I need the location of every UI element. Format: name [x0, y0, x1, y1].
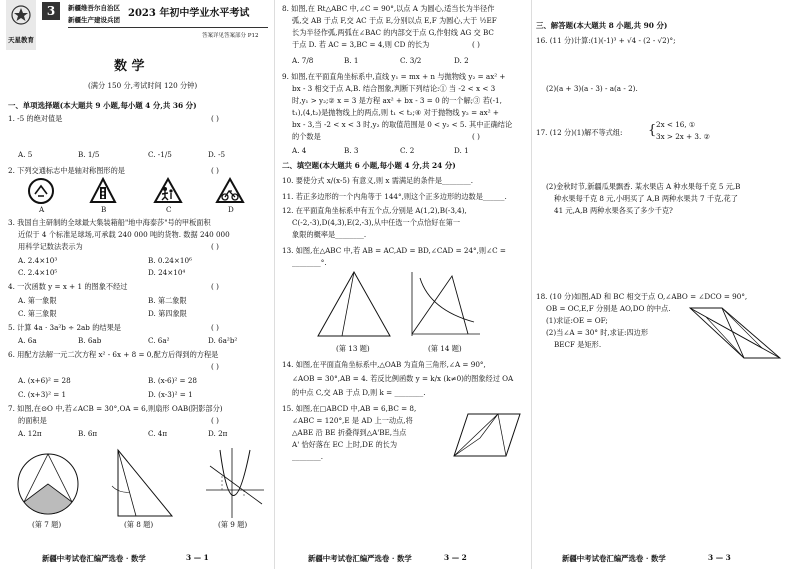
q9-opt-c: C. 2 [400, 146, 415, 155]
q9-answer-slot: ( ) [472, 132, 480, 141]
sign-b-icon [90, 178, 116, 204]
q4-opt-b: B. 第二象限 [148, 296, 187, 305]
q3-opt-c: C. 2.4×10⁵ [18, 268, 58, 277]
q5-answer-slot: ( ) [211, 323, 219, 332]
q17-part2-line-3: 41 元,A,B 两种水果各买了多少千克? [554, 206, 673, 215]
q3-answer-slot: ( ) [211, 242, 219, 251]
q9-opt-a: A. 4 [292, 146, 307, 155]
q4-answer-slot: ( ) [211, 282, 219, 291]
q6-opt-d: D. (x-3)² = 1 [148, 390, 193, 399]
q8-opt-d: D. 2 [454, 56, 469, 65]
q6-opt-b: B. (x-6)² = 28 [148, 376, 198, 385]
q15-line-4: A' 恰好落在 EC 上时,DE 的长为 [292, 440, 398, 449]
q17-brace: { [648, 123, 657, 138]
q16-line-1: 16. (11 分)计算:(1)(-1)³ + √4 - (2 - √2)°; [536, 36, 676, 45]
column-1 [6, 0, 268, 569]
section-1-title: 一、单项选择题(本大题共 9 小题,每小题 4 分,共 36 分) [8, 101, 197, 110]
q3-line-1: 3. 我国自主研制的全球最大集装箱船"地中海泰莎"号的甲板面积 [8, 218, 211, 227]
column-divider-2 [531, 0, 532, 569]
q14-line-2: ∠AOB = 30°,AB = 4. 若反比例函数 y = k/x (k≠0)的图象经过 OA [292, 374, 514, 383]
q12-line-3: 象限的概率是________. [292, 230, 367, 239]
figure-7-circle [14, 448, 84, 518]
logo-icon [10, 4, 32, 26]
figure-9-caption: (第 9 题) [218, 520, 248, 529]
exam-title: 2023 年初中学业水平考试 [128, 8, 250, 19]
q8-line-3: 长为半径作弧,两弧在∠BAC 的内部交于点 G,作射线 AG 交 BC [292, 28, 494, 37]
q3-line-3: 用科学记数法表示为 [18, 242, 83, 251]
q17-system-2: 3x > 2x + 3. ② [656, 132, 711, 141]
q15-line-5: ________. [292, 452, 324, 461]
q8-opt-b: B. 1 [344, 56, 359, 65]
q4-opt-a: A. 第一象限 [18, 296, 57, 305]
q8-opt-c: C. 3/2 [400, 56, 422, 65]
logo-text: 天星教育 [8, 36, 34, 44]
q17-line-1: 17. (12 分)(1)解不等式组: [536, 128, 623, 137]
q2-label-d: D [228, 205, 234, 214]
figure-15-parallelogram [450, 410, 524, 462]
q8-line-1: 8. 如图,在 Rt△ABC 中,∠C = 90°,以点 A 为圆心,适当长为半径作 [282, 4, 495, 13]
exam-meta: (满分 150 分,考试时间 120 分钟) [88, 81, 198, 90]
q15-line-1: 15. 如图,在□ABCD 中,AB = 6,BC = 8, [282, 404, 417, 413]
q5-opt-d: D. 6a²b² [208, 336, 238, 345]
figure-13-triangle [314, 270, 394, 340]
q9-line-2: bx - 3 相交于点 A,B. 结合图象,判断下列结论:① 当 -2 < x < 3 [292, 84, 496, 93]
q15-line-2: ∠ABC = 120°,E 是 AD 上一动点,将 [292, 416, 413, 425]
q8-opt-a: A. 7/8 [292, 56, 314, 65]
org-line-2: 新疆生产建设兵团 [68, 16, 120, 24]
q13-line-2: ________°. [292, 258, 327, 267]
q8-answer-slot: ( ) [472, 40, 480, 49]
q13-line-1: 13. 如图,在△ABC 中,若 AB = AC,AD = BD,∠CAD = 24°,则∠C = [282, 246, 506, 255]
q8-line-4: 于点 D. 若 AC = 3,BC = 4,则 CD 的长为 [292, 40, 430, 49]
subject-title: 数 学 [114, 59, 145, 74]
sign-c-icon [154, 178, 182, 204]
q18-line-2: OB = OC,E,F 分别是 AO,DO 的中点. [546, 304, 671, 313]
figure-14-graph [408, 270, 482, 340]
q6-stem: 6. 用配方法解一元二次方程 x² - 6x + 8 = 0,配方后得到的方程是 [8, 350, 219, 359]
section-3-title: 三、解答题(本大题共 8 小题,共 90 分) [536, 21, 668, 30]
q17-part2-line-2: 种水果每千克 8 元,小明买了 A,B 两种水果共 7 千克,花了 [554, 194, 738, 203]
q1-opt-a: A. 5 [18, 150, 33, 159]
column-divider-1 [274, 0, 275, 569]
footer-2-title: 新疆中考试卷汇编严选卷 · 数学 [308, 554, 412, 563]
footer-3-title: 新疆中考试卷汇编严选卷 · 数学 [562, 554, 666, 563]
figure-18-geometry [684, 302, 788, 362]
q4-stem: 4. 一次函数 y = x + 1 的图象不经过 [8, 282, 128, 291]
q10-text: 10. 要使分式 x/(x-5) 有意义,则 x 需满足的条件是________. [282, 176, 474, 185]
q3-opt-d: D. 24×10⁴ [148, 268, 186, 277]
q2-label-b: B [101, 205, 107, 214]
org-line-1: 新疆维吾尔自治区 [68, 4, 120, 12]
q4-opt-c: C. 第三象限 [18, 309, 57, 318]
figure-7-caption: (第 7 题) [32, 520, 62, 529]
q2-label-c: C [166, 205, 172, 214]
figure-8-triangle [108, 446, 178, 520]
figure-8-caption: (第 8 题) [124, 520, 154, 529]
q1-answer-slot: ( ) [211, 114, 219, 123]
q6-opt-c: C. (x+3)² = 1 [18, 390, 67, 399]
figure-14-caption: (第 14 题) [428, 344, 462, 353]
q2-answer-slot: ( ) [211, 166, 219, 175]
column-2 [282, 0, 528, 569]
q7-line-2: 的面积是 [18, 416, 47, 425]
q5-opt-b: B. 6ab [78, 336, 102, 345]
footer-2-page: 3 — 2 [444, 553, 467, 562]
q3-line-2: 近似于 4 个标准足球场,可承载 240 000 吨的货物. 数据 240 000 [18, 230, 230, 239]
q18-line-1: 18. (10 分)如图,AD 和 BC 相交于点 O,∠ABO = ∠DCO = 90°, [536, 292, 748, 301]
q3-opt-b: B. 0.24×10⁶ [148, 256, 192, 265]
q4-opt-d: D. 第四象限 [148, 309, 187, 318]
q18-line-5: BECF 是矩形. [554, 340, 602, 349]
figure-9-graph [202, 446, 266, 520]
q1-stem: 1. -5 的绝对值是 [8, 114, 63, 123]
header-rule [68, 27, 268, 28]
q6-answer-slot: ( ) [211, 362, 219, 371]
section-2-title: 二、填空题(本大题共 6 小题,每小题 4 分,共 24 分) [282, 161, 456, 170]
q5-opt-a: A. 6a [18, 336, 37, 345]
q5-stem: 5. 计算 4a · 3a²b ÷ 2ab 的结果是 [8, 323, 121, 332]
sign-a-icon [28, 178, 54, 204]
q15-line-3: △ABE 沿 BE 折叠得到△A'BE,当点 [292, 428, 407, 437]
q18-line-4: (2)当∠A = 30° 时,求证:四边形 [546, 328, 649, 337]
footer-1-page: 3 — 1 [186, 553, 209, 562]
q16-line-2: (2)(a + 3)(a - 3) - a(a - 2). [546, 84, 638, 93]
q7-opt-b: B. 6π [78, 429, 98, 438]
q17-part2-line-1: (2)金秋时节,新疆瓜果飘香. 某水果店 A 种水果每千克 5 元,B [546, 182, 741, 191]
sign-d-icon [216, 178, 244, 204]
q12-line-2: C(-2,-3),D(4,3),E(2,-3),从中任选一个点恰好在第一 [292, 218, 461, 227]
q1-opt-b: B. 1/5 [78, 150, 100, 159]
q17-system-1: 2x < 16, ① [656, 120, 696, 129]
figure-13-caption: (第 13 题) [336, 344, 370, 353]
column-3 [536, 0, 794, 569]
q5-opt-c: C. 6a² [148, 336, 170, 345]
q1-opt-d: D. -5 [208, 150, 226, 159]
q7-opt-a: A. 12π [18, 429, 42, 438]
q2-stem: 2. 下列交通标志中是轴对称图形的是 [8, 166, 125, 175]
q9-line-5: bx - 3,当 -2 < x < 3 时,y₂ 的取值范围是 0 < y₂ < 5. 其中正确结论 [292, 120, 513, 129]
q7-opt-d: D. 2π [208, 429, 228, 438]
q7-answer-slot: ( ) [211, 416, 219, 425]
q3-opt-a: A. 2.4×10³ [18, 256, 58, 265]
q9-line-1: 9. 如图,在平面直角坐标系中,直线 y₁ = mx + n 与抛物线 y₂ = ax² + [282, 72, 506, 81]
footer-3-page: 3 — 3 [708, 553, 731, 562]
q9-opt-d: D. 1 [454, 146, 469, 155]
q9-line-6: 的个数是 [292, 132, 321, 141]
q6-opt-a: A. (x+6)² = 28 [18, 376, 71, 385]
q2-label-a: A [39, 205, 45, 214]
q11-text: 11. 若正多边形的一个内角等于 144°,则这个正多边形的边数是______. [282, 192, 507, 201]
q12-line-1: 12. 在平面直角坐标系中有五个点,分别是 A(1,2),B(-3,4), [282, 206, 467, 215]
answer-ref: 答案详见答案部分 P12 [202, 33, 259, 39]
q9-line-3: 时,y₁ > y₂;② x = 3 是方程 ax² + bx - 3 = 0 的一个解;③ 若(-1, [292, 96, 502, 105]
q7-line-1: 7. 如图,在⊙O 中,若∠ACB = 30°,OA = 6,则扇形 OAB(阴影部分) [8, 404, 223, 413]
q9-opt-b: B. 3 [344, 146, 359, 155]
q7-opt-c: C. 4π [148, 429, 168, 438]
q18-line-3: (1)求证:OE = OF; [546, 316, 608, 325]
q1-opt-c: C. -1/5 [148, 150, 172, 159]
footer-1-title: 新疆中考试卷汇编严选卷 · 数学 [42, 554, 146, 563]
paper-number: 3 [42, 2, 60, 20]
q14-line-3: 的中点 C,交 AB 于点 D,则 k = ________. [292, 388, 426, 397]
q14-line-1: 14. 如图,在平面直角坐标系中,△OAB 为直角三角形,∠A = 90°, [282, 360, 486, 369]
q9-line-4: t₁),(4,t₂)是抛物线上的两点,则 t₁ < t₂;④ 对于抛物线 y₂ = ax² + [292, 108, 499, 117]
q8-line-2: 弧,交 AB 于点 F,交 AC 于点 E,分别以点 E,F 为圆心,大于 ½EF [292, 16, 497, 25]
